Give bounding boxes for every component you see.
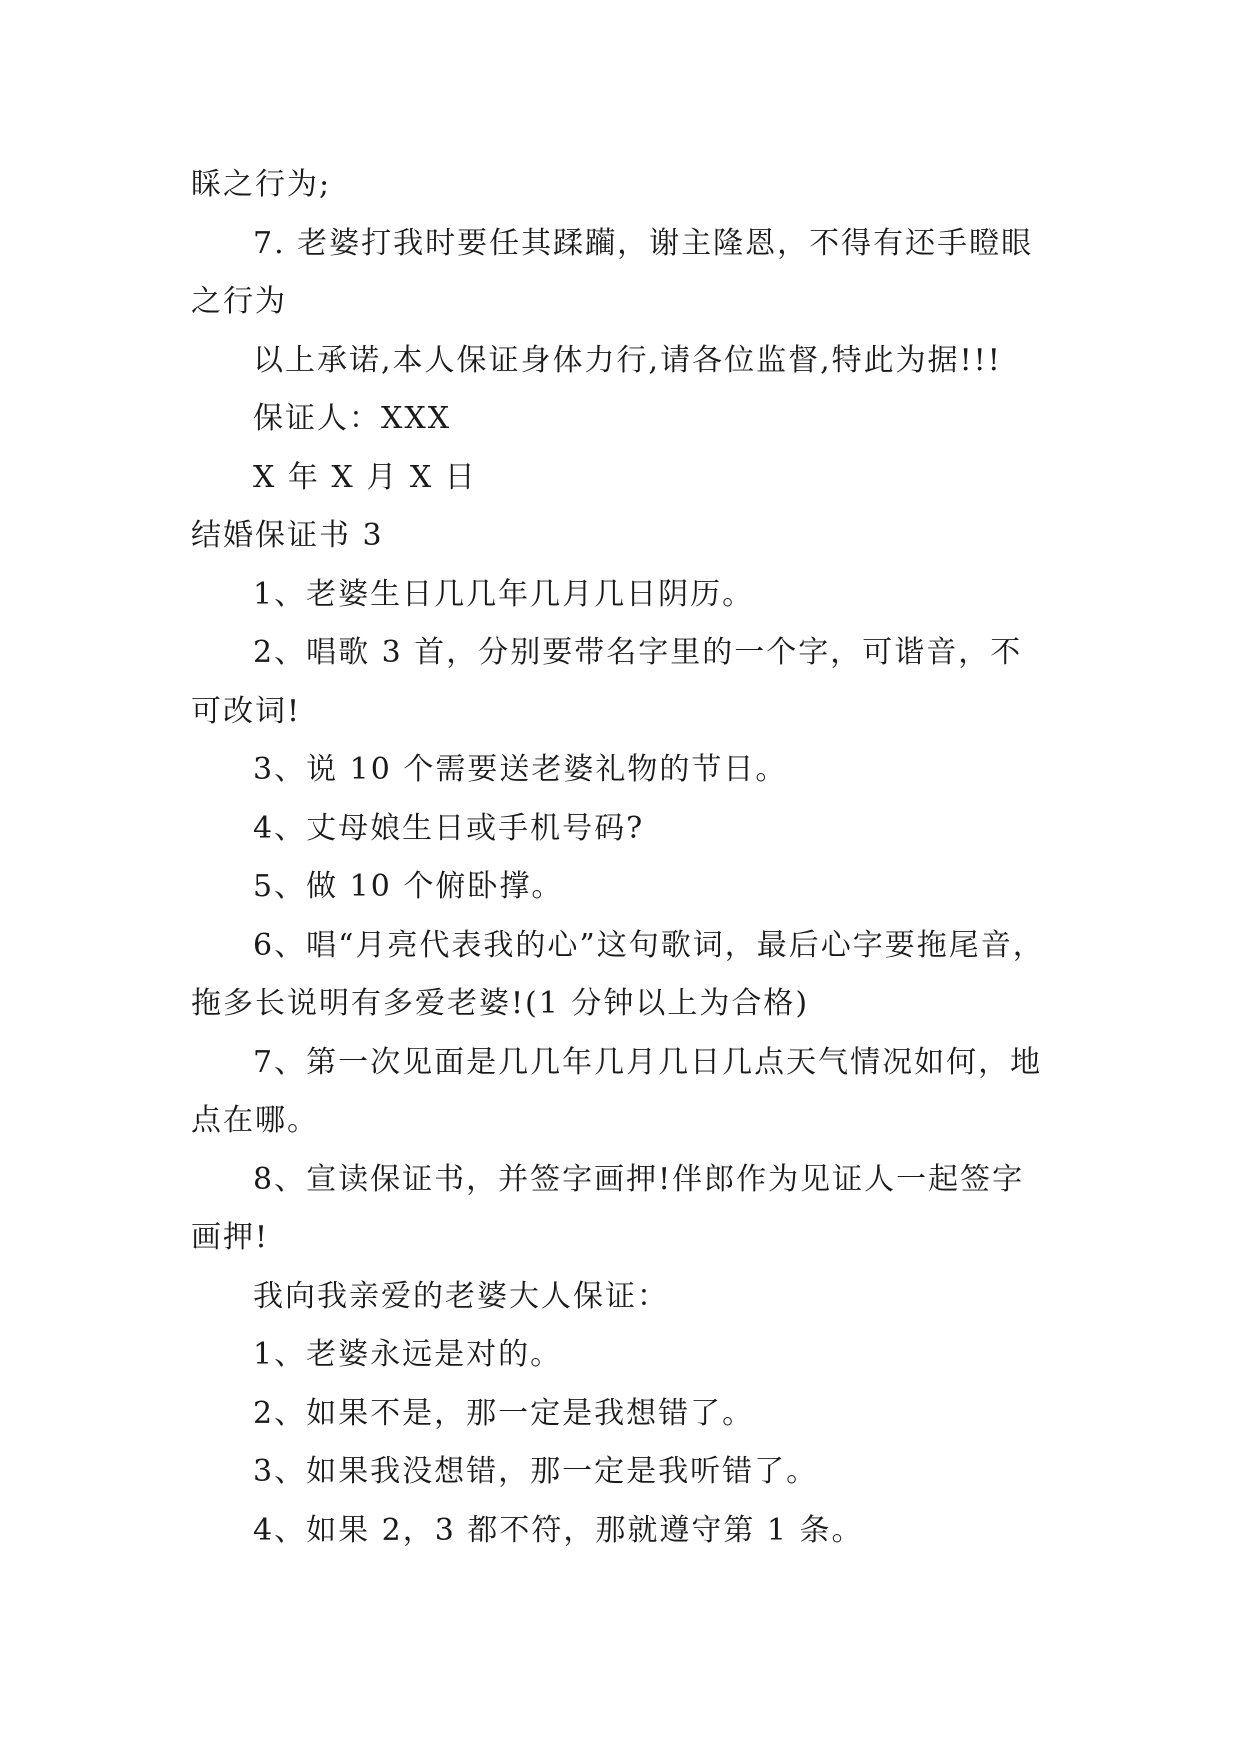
list-item: 5、做 10 个俯卧撑。 <box>253 869 564 904</box>
list-item: 6、唱“月亮代表我的心”这句歌词，最后心字要拖尾音，拖多长说明有多爱老婆!(1 分钟以上为合格) <box>191 927 1045 1021</box>
list-item: 7、第一次见面是几几年几月几日几点天气情况如何，地点在哪。 <box>191 1044 1043 1138</box>
paragraph-continuation: 睬之行为; <box>191 167 332 202</box>
list-item: 1、老婆生日几几年几月几日阴历。 <box>253 576 755 612</box>
document-body <box>191 156 1053 1560</box>
pledge-intro: 我向我亲爱的老婆大人保证： <box>253 1278 669 1314</box>
list-item: 3、说 10 个需要送老婆礼物的节日。 <box>253 752 788 787</box>
list-item: 3、如果我没想错，那一定是我听错了。 <box>253 1454 819 1489</box>
list-item: 4、丈母娘生日或手机号码? <box>253 810 645 846</box>
date-line: X 年 X 月 X 日 <box>253 459 477 495</box>
list-item: 2、唱歌 3 首，分别要带名字里的一个字，可谐音，不可改词! <box>191 635 1023 729</box>
guarantor-line: 保证人：XXX <box>253 401 452 436</box>
list-item: 2、如果不是，那一定是我想错了。 <box>253 1395 755 1431</box>
list-item: 1、老婆永远是对的。 <box>253 1337 563 1372</box>
section-heading: 结婚保证书 3 <box>191 518 384 553</box>
list-item: 8、宣读保证书，并签字画押!伴郎作为见证人一起签字画押! <box>191 1161 1025 1255</box>
pledge-statement: 以上承诺,本人保证身体力行,请各位监督,特此为据!!! <box>253 342 1002 378</box>
list-item-rule-7: 7. 老婆打我时要任其蹂躏，谢主隆恩，不得有还手瞪眼之行为 <box>191 225 1034 319</box>
list-item: 4、如果 2，3 都不符，那就遵守第 1 条。 <box>253 1512 864 1548</box>
